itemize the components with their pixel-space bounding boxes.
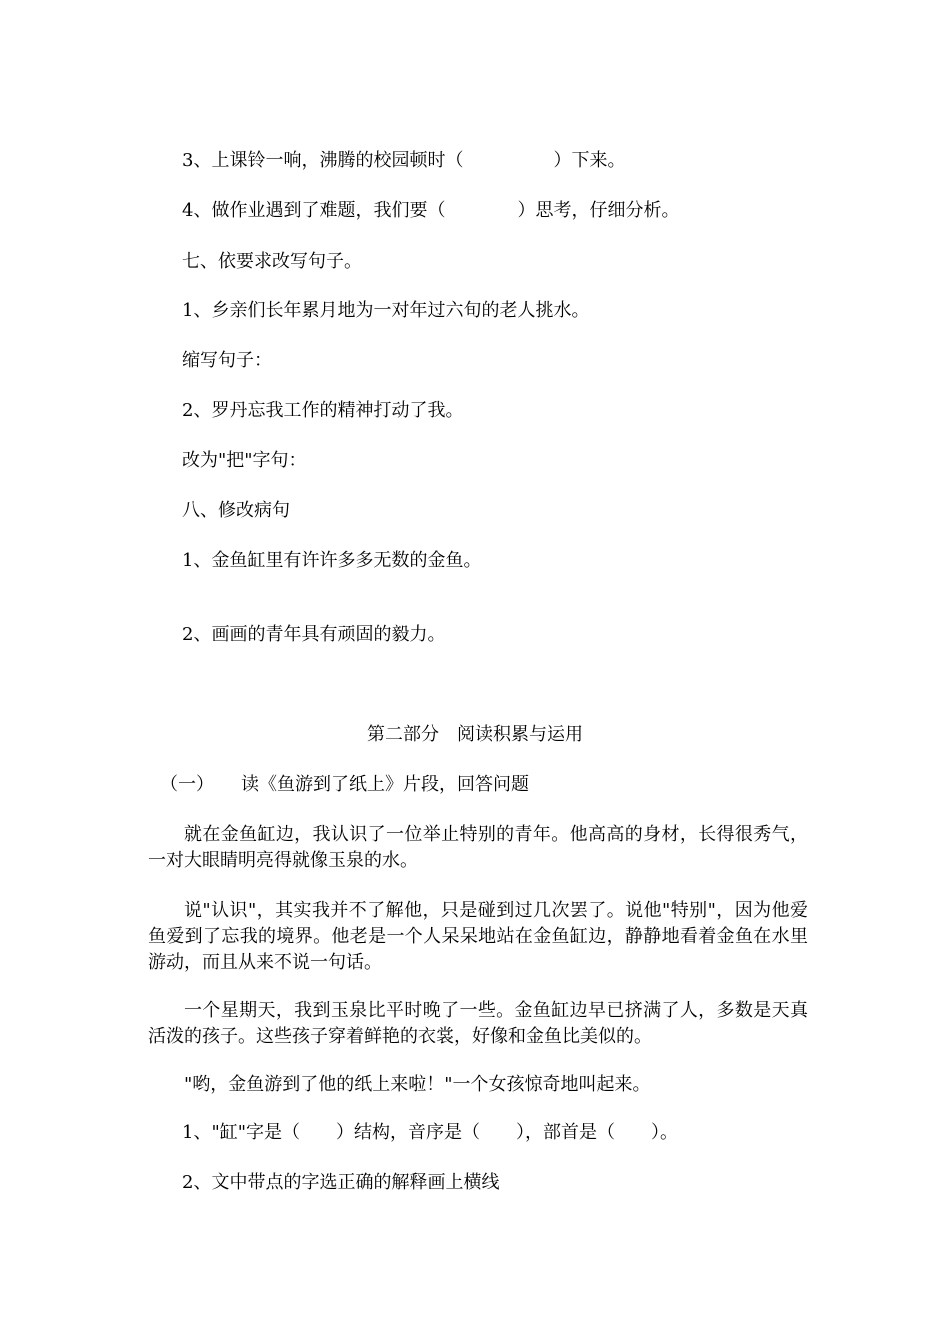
reading-paragraph: 就在金鱼缸边，我认识了一位举止特别的青年。他高高的身材，长得很秀气，一对大眼睛明亮得就像玉泉的水。 <box>148 824 808 871</box>
reading-paragraph: 一个星期天，我到玉泉比平时晚了一些。金鱼缸边早已挤满了人，多数是天真活泼的孩子。这些孩子穿着鲜艳的衣裳，好像和金鱼比美似的。 <box>148 1000 808 1047</box>
question-8-1: 1、金鱼缸里有许许多多无数的金鱼。 <box>182 550 482 571</box>
part-2-title: 第二部分 阅读积累与运用 <box>367 724 583 745</box>
reading-paragraph: 说"认识"，其实我并不了解他，只是碰到过几次罢了。说他"特别"，因为他爱鱼爱到了忘我的境界。他老是一个人呆呆地站在金鱼缸边，静静地看着金鱼在水里游动，而且从来不说一句话。 <box>148 900 808 973</box>
question-6-3: 3、上课铃一响，沸腾的校园顿时（ ）下来。 <box>182 150 626 171</box>
question-7-2-task: 改为"把"字句： <box>182 450 307 471</box>
reading-question-1: 1、"缸"字是（ ）结构，音序是（ ），部首是（ ）。 <box>182 1122 679 1143</box>
question-6-4: 4、做作业遇到了难题，我们要（ ）思考，仔细分析。 <box>182 200 680 221</box>
reading-question-2: 2、文中带点的字选正确的解释画上横线 <box>182 1172 500 1193</box>
section-7-title: 七、依要求改写句子。 <box>182 251 362 272</box>
reading-paragraph: "哟，金鱼游到了他的纸上来啦！"一个女孩惊奇地叫起来。 <box>184 1074 651 1095</box>
section-8-title: 八、修改病句 <box>182 500 290 521</box>
question-7-1: 1、乡亲们长年累月地为一对年过六旬的老人挑水。 <box>182 300 590 321</box>
question-8-2: 2、画画的青年具有顽固的毅力。 <box>182 624 446 645</box>
question-7-2: 2、罗丹忘我工作的精神打动了我。 <box>182 400 464 421</box>
question-7-1-task: 缩写句子： <box>182 350 272 371</box>
reading-subsection-title: （一） 读《鱼游到了纸上》片段，回答问题 <box>160 774 529 795</box>
